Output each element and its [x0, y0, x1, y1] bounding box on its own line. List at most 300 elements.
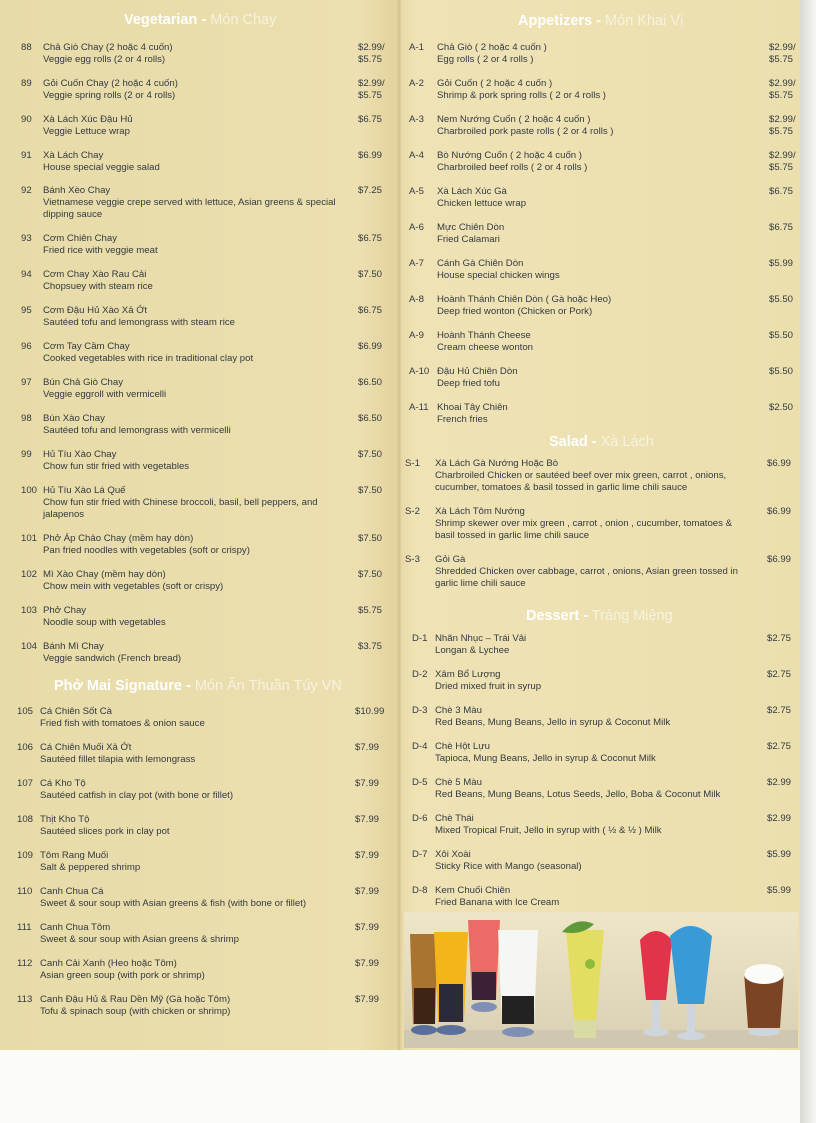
item-price: [767, 506, 791, 518]
item-description: Sweet & sour soup with Asian greens & fish (with bone or fillet): [40, 898, 307, 909]
item-price: [355, 922, 379, 934]
item-text: [43, 533, 343, 557]
item-text: [435, 885, 755, 909]
item-price: [358, 641, 382, 653]
item-text: [43, 42, 343, 66]
price-value-large: $5.75: [769, 126, 794, 137]
item-number: 104: [21, 641, 38, 652]
item-price: [355, 814, 379, 826]
section-header-appetizers: [518, 13, 683, 29]
item-description: Longan & Lychee: [435, 645, 510, 656]
price-value: $6.75: [358, 305, 383, 316]
item-name: Gỏi Cuốn Chay (2 hoặc 4 cuốn): [43, 78, 178, 89]
section-title-en: Vegetarian: [124, 12, 198, 28]
item-number: 111: [17, 922, 32, 933]
item-number: A-3: [409, 114, 424, 125]
item-description: Cooked vegetables with rice in traditional clay pot: [43, 353, 254, 364]
item-name: Cá Chiên Muối Xả Ớt: [40, 742, 132, 753]
item-price: [769, 258, 793, 270]
item-text: [43, 569, 343, 593]
item-name: Gỏi Gà: [435, 554, 466, 565]
price-value: $6.99: [767, 554, 792, 565]
item-number: 88: [21, 42, 32, 53]
item-price: [767, 554, 791, 566]
item-name: Xà Lách Chay: [43, 150, 104, 161]
item-text: [43, 114, 343, 138]
item-name: Bánh Xèo Chay: [43, 185, 111, 196]
title-separator: -: [583, 608, 589, 624]
item-price: [358, 114, 382, 126]
item-name: Chả Giò ( 2 hoặc 4 cuốn ): [437, 42, 547, 53]
item-number: D-3: [412, 705, 428, 716]
item-text: [43, 413, 343, 437]
item-text: [40, 814, 340, 838]
item-description: Chow fun stir fried with Chinese broccoli, basil, bell peppers, and jalapenos: [43, 497, 318, 520]
item-price: [355, 886, 379, 898]
item-description: Sweet & sour soup with Asian greens & shrimp: [40, 934, 239, 945]
item-price: [358, 377, 382, 389]
item-number: 90: [21, 114, 32, 125]
item-price: [358, 413, 382, 425]
item-description: Veggie Lettuce wrap: [43, 126, 130, 137]
item-text: [43, 341, 343, 365]
item-text: [40, 850, 340, 874]
item-name: Cá Chiên Sốt Cà: [40, 706, 112, 717]
item-price: [358, 605, 382, 617]
item-description: Salt & peppered shrimp: [40, 862, 141, 873]
price-value: $7.99: [355, 886, 380, 897]
item-number: A-8: [409, 294, 424, 305]
price-value: $5.50: [769, 366, 794, 377]
price-value: $5.75: [358, 605, 383, 616]
item-description: Vietnamese veggie crepe served with lettuce, Asian greens & special dipping sauce: [43, 197, 336, 220]
item-name: Xà Lách Tôm Nướng: [435, 506, 525, 517]
item-number: A-9: [409, 330, 424, 341]
price-value: $7.50: [358, 569, 383, 580]
item-number: 103: [21, 605, 38, 616]
item-description: Charbroiled pork paste rolls ( 2 or 4 rolls ): [437, 126, 614, 137]
item-description: Fried rice with veggie meat: [43, 245, 158, 256]
price-value: $7.99: [355, 814, 380, 825]
section-header-salad: [549, 434, 654, 450]
item-name: Chè Hột Lựu: [435, 741, 490, 752]
price-value: $5.50: [769, 294, 794, 305]
item-price: [355, 778, 379, 790]
page-fold: [396, 0, 402, 1050]
item-name: Bánh Mì Chay: [43, 641, 104, 652]
price-value: $7.99: [355, 994, 380, 1005]
item-price: [769, 366, 793, 378]
item-number: 89: [21, 78, 32, 89]
price-value: $5.50: [769, 330, 794, 341]
price-value: $6.50: [358, 377, 383, 388]
item-text: [43, 233, 343, 257]
item-price: [358, 533, 382, 545]
item-price: [767, 777, 791, 789]
item-text: [435, 741, 755, 765]
price-value: $7.99: [355, 922, 380, 933]
item-number: A-11: [409, 402, 429, 413]
price-value: $6.99: [767, 458, 792, 469]
item-description: Mixed Tropical Fruit, Jello in syrup with ( ½ & ½ ) Milk: [435, 825, 662, 836]
item-text: [43, 485, 343, 521]
item-text: [435, 813, 755, 837]
item-price: [767, 849, 791, 861]
item-name: Bò Nướng Cuốn ( 2 hoặc 4 cuốn ): [437, 150, 582, 161]
item-number: 91: [21, 150, 32, 161]
item-name: Chè 5 Màu: [435, 777, 482, 788]
item-price: [355, 994, 379, 1006]
section-title-vn: Món Khai Vị: [605, 13, 684, 29]
item-text: [437, 222, 757, 246]
item-text: [435, 777, 755, 801]
item-name: Chè 3 Màu: [435, 705, 482, 716]
dessert-drinks-photo: [404, 912, 798, 1048]
item-name: Chả Giò Chay (2 hoặc 4 cuốn): [43, 42, 173, 53]
item-description: French fries: [437, 414, 488, 425]
price-value: $2.75: [767, 633, 792, 644]
item-price: [358, 485, 382, 497]
price-value: $6.99: [358, 150, 383, 161]
price-value: $2.99: [767, 777, 792, 788]
item-price: [358, 305, 382, 317]
price-value: $6.75: [358, 233, 383, 244]
price-value: $7.99: [355, 850, 380, 861]
item-number: D-6: [412, 813, 428, 824]
price-value: $2.99: [767, 813, 792, 824]
item-name: Hoành Thánh Cheese: [437, 330, 531, 341]
item-text: [437, 402, 757, 426]
item-number: 105: [17, 706, 34, 717]
price-value: $2.50: [769, 402, 794, 413]
item-description: Veggie sandwich (French bread): [43, 653, 182, 664]
item-number: 102: [21, 569, 38, 580]
item-number: 98: [21, 413, 32, 424]
item-number: S-1: [405, 458, 420, 469]
price-value: $7.50: [358, 485, 383, 496]
item-text: [40, 778, 340, 802]
item-number: 112: [17, 958, 33, 969]
item-description: Shrimp skewer over mix green , carrot , onion , cucumber, tomatoes & basil tossed in garlic lime chili sauce: [435, 518, 732, 541]
item-description: Sautéed tofu and lemongrass with steam rice: [43, 317, 235, 328]
item-number: 106: [17, 742, 34, 753]
section-title-vn: Món Ăn Thuần Túy VN: [194, 678, 342, 694]
item-price: [358, 185, 382, 197]
item-text: [40, 742, 340, 766]
item-number: 94: [21, 269, 32, 280]
item-description: Charbroiled Chicken or sautéed beef over mix green, carrot , onions, cucumber, tomatoes & basil tossed in garlic lime chili sauce: [435, 470, 727, 493]
price-value: $6.99: [358, 341, 383, 352]
item-text: [43, 641, 343, 665]
price-value-large: $5.75: [358, 90, 383, 101]
item-text: [437, 150, 757, 174]
item-name: Đậu Hủ Chiên Dòn: [437, 366, 518, 377]
item-name: Xôi Xoài: [435, 849, 471, 860]
item-price: [358, 233, 382, 245]
item-text: [43, 449, 343, 473]
price-value: $5.99: [769, 258, 794, 269]
item-description: Red Beans, Mung Beans, Lotus Seeds, Jello, Boba & Coconut Milk: [435, 789, 721, 800]
item-price: [769, 42, 796, 66]
price-value: $6.99: [767, 506, 792, 517]
item-number: 109: [17, 850, 34, 861]
item-name: Kem Chuối Chiên: [435, 885, 511, 896]
item-name: Cơm Chay Xào Rau Cải: [43, 269, 147, 280]
item-text: [43, 185, 343, 221]
item-price: [358, 78, 385, 102]
item-name: Canh Chua Tôm: [40, 922, 111, 933]
price-value: $7.50: [358, 533, 383, 544]
item-description: Veggie eggroll with vermicelli: [43, 389, 167, 400]
item-price: [769, 222, 793, 234]
item-description: Tofu & spinach soup (with chicken or shrimp): [40, 1006, 231, 1017]
page-edge-shadow: [800, 0, 816, 1123]
item-price: [358, 341, 382, 353]
item-name: Cơm Đậu Hủ Xào Xả Ớt: [43, 305, 148, 316]
item-price: [767, 741, 791, 753]
item-number: A-5: [409, 186, 424, 197]
item-price: [769, 78, 796, 102]
item-number: A-4: [409, 150, 424, 161]
item-description: Pan fried noodles with vegetables (soft or crispy): [43, 545, 250, 556]
price-value: $2.99/: [358, 78, 385, 89]
item-name: Chè Thái: [435, 813, 474, 824]
item-name: Canh Chua Cá: [40, 886, 104, 897]
item-description: Sticky Rice with Mango (seasonal): [435, 861, 582, 872]
item-number: S-2: [405, 506, 420, 517]
price-value: $5.99: [767, 885, 792, 896]
item-description: Chopsuey with steam rice: [43, 281, 153, 292]
item-name: Hoành Thánh Chiên Dòn ( Gà hoặc Heo): [437, 294, 612, 305]
item-text: [435, 849, 755, 873]
section-title-en: Phở Mai Signature: [54, 678, 182, 694]
item-price: [767, 885, 791, 897]
item-number: S-3: [405, 554, 420, 565]
section-title-en: Dessert: [526, 608, 580, 624]
item-name: Mì Xào Chay (mềm hay dòn): [43, 569, 166, 580]
item-text: [40, 958, 340, 982]
item-number: 96: [21, 341, 32, 352]
price-value-large: $5.75: [358, 54, 383, 65]
item-number: A-10: [409, 366, 430, 377]
item-name: Cánh Gà Chiên Dòn: [437, 258, 524, 269]
item-text: [40, 886, 340, 910]
item-text: [435, 669, 755, 693]
price-value-large: $5.75: [769, 162, 794, 173]
item-description: Charbroiled beef rolls ( 2 or 4 rolls ): [437, 162, 588, 173]
item-text: [437, 114, 757, 138]
price-value: $2.75: [767, 669, 792, 680]
item-name: Xà Lách Gà Nướng Hoặc Bò: [435, 458, 559, 469]
item-description: Chicken lettuce wrap: [437, 198, 527, 209]
item-name: Tôm Rang Muối: [40, 850, 109, 861]
item-description: Sautéed tofu and lemongrass with vermicelli: [43, 425, 231, 436]
item-description: Sautéed slices pork in clay pot: [40, 826, 170, 837]
item-name: Xâm Bổ Lượng: [435, 669, 501, 680]
item-number: 113: [17, 994, 33, 1005]
item-name: Thịt Kho Tộ: [40, 814, 90, 825]
section-header-vegetarian: [124, 12, 276, 28]
item-text: [43, 305, 343, 329]
item-price: [769, 150, 796, 174]
title-separator: -: [596, 13, 602, 29]
item-text: [40, 922, 340, 946]
item-name: Mực Chiên Dòn: [437, 222, 505, 233]
item-price: [358, 449, 382, 461]
section-title-vn: Tráng Miệng: [591, 608, 673, 624]
item-name: Cơm Chiên Chay: [43, 233, 118, 244]
item-number: A-7: [409, 258, 424, 269]
item-name: Nhãn Nhục – Trái Vải: [435, 633, 527, 644]
price-value: $2.99/: [769, 150, 796, 161]
price-value: $6.75: [769, 186, 794, 197]
section-header-dessert: [526, 608, 673, 624]
item-price: [769, 294, 793, 306]
item-text: [437, 42, 757, 66]
item-text: [43, 78, 343, 102]
item-description: Chow mein with vegetables (soft or crispy): [43, 581, 224, 592]
section-header-signature: [54, 678, 342, 694]
item-price: [358, 569, 382, 581]
price-value: $6.75: [358, 114, 383, 125]
item-number: 108: [17, 814, 34, 825]
item-description: Tapioca, Mung Beans, Jello in syrup & Coconut Milk: [435, 753, 656, 764]
item-price: [769, 186, 793, 198]
price-value: $2.99/: [769, 78, 796, 89]
item-number: 107: [17, 778, 34, 789]
item-description: Asian green soup (with pork or shrimp): [40, 970, 205, 981]
item-text: [437, 330, 757, 354]
item-number: 99: [21, 449, 32, 460]
section-title-vn: Món Chay: [210, 12, 277, 28]
item-text: [40, 706, 340, 730]
item-name: Bún Chả Giò Chay: [43, 377, 123, 388]
item-text: [435, 705, 755, 729]
item-description: Red Beans, Mung Beans, Jello in syrup & Coconut Milk: [435, 717, 671, 728]
item-text: [435, 506, 745, 542]
price-value: $2.75: [767, 705, 792, 716]
item-text: [43, 605, 343, 629]
item-price: [769, 330, 793, 342]
item-description: Cream cheese wonton: [437, 342, 533, 353]
item-number: 110: [17, 886, 33, 897]
item-price: [355, 706, 384, 718]
price-value: $7.50: [358, 449, 383, 460]
item-price: [769, 114, 796, 138]
price-value: $3.75: [358, 641, 383, 652]
item-price: [355, 742, 379, 754]
section-title-en: Appetizers: [518, 13, 593, 29]
item-description: Noodle soup with vegetables: [43, 617, 166, 628]
item-number: 101: [21, 533, 38, 544]
item-description: Shredded Chicken over cabbage, carrot , onions, Asian green tossed in garlic lime chili sauce: [435, 566, 738, 589]
item-price: [358, 42, 385, 66]
title-separator: -: [185, 678, 191, 694]
item-number: D-4: [412, 741, 428, 752]
item-name: Hủ Tíu Xào Lá Quế: [43, 485, 126, 496]
price-value: $7.25: [358, 185, 383, 196]
item-name: Cơm Tay Cầm Chay: [43, 341, 130, 352]
item-text: [43, 377, 343, 401]
item-price: [355, 850, 379, 862]
item-name: Xà Lách Xúc Gà: [437, 186, 507, 197]
item-name: Bún Xào Chay: [43, 413, 105, 424]
price-value: $6.75: [769, 222, 794, 233]
item-description: Egg rolls ( 2 or 4 rolls ): [437, 54, 534, 65]
item-name: Khoai Tây Chiên: [437, 402, 508, 413]
item-description: Veggie egg rolls (2 or 4 rolls): [43, 54, 166, 65]
item-text: [437, 294, 757, 318]
item-number: A-6: [409, 222, 424, 233]
title-separator: -: [201, 12, 207, 28]
item-number: D-1: [412, 633, 428, 644]
item-name: Gỏi Cuốn ( 2 hoặc 4 cuốn ): [437, 78, 553, 89]
item-text: [437, 258, 757, 282]
item-text: [437, 186, 757, 210]
item-number: 92: [21, 185, 32, 196]
item-description: Sautéed catfish in clay pot (with bone or fillet): [40, 790, 234, 801]
item-text: [43, 150, 343, 174]
item-price: [769, 402, 793, 414]
item-price: [358, 269, 382, 281]
price-value: $5.99: [767, 849, 792, 860]
item-name: Cá Kho Tộ: [40, 778, 86, 789]
section-title-vn: Xà Lách: [600, 434, 654, 450]
item-text: [437, 78, 757, 102]
item-name: Canh Cải Xanh (Heo hoặc Tôm): [40, 958, 177, 969]
price-value: $7.50: [358, 269, 383, 280]
item-name: Xà Lách Xúc Đậu Hủ: [43, 114, 133, 125]
item-number: D-8: [412, 885, 428, 896]
item-text: [40, 994, 340, 1018]
item-price: [358, 150, 382, 162]
item-price: [767, 705, 791, 717]
item-text: [43, 269, 343, 293]
item-name: Phở Chay: [43, 605, 87, 616]
item-price: [767, 458, 791, 470]
item-price: [767, 813, 791, 825]
item-description: Fried Banana with Ice Cream: [435, 897, 560, 908]
item-description: Chow fun stir fried with vegetables: [43, 461, 190, 472]
item-description: Deep fried tofu: [437, 378, 500, 389]
item-description: Dried mixed fruit in syrup: [435, 681, 542, 692]
item-description: House special veggie salad: [43, 162, 160, 173]
price-value: $2.75: [767, 741, 792, 752]
item-price: [355, 958, 379, 970]
item-number: D-7: [412, 849, 428, 860]
price-value-large: $5.75: [769, 54, 794, 65]
price-value: $7.99: [355, 778, 380, 789]
item-name: Canh Đậu Hủ & Rau Dền Mỹ (Gà hoặc Tôm): [40, 994, 231, 1005]
item-text: [435, 554, 745, 590]
item-name: Phở Áp Chảo Chay (mềm hay dòn): [43, 533, 194, 544]
item-description: Fried Calamari: [437, 234, 500, 245]
item-description: Shrimp & pork spring rolls ( 2 or 4 rolls ): [437, 90, 607, 101]
item-description: House special chicken wings: [437, 270, 560, 281]
price-value: $7.99: [355, 958, 380, 969]
price-value: $10.99: [355, 706, 385, 717]
item-number: 95: [21, 305, 32, 316]
item-number: D-2: [412, 669, 428, 680]
price-value-large: $5.75: [769, 90, 794, 101]
item-text: [435, 633, 755, 657]
item-price: [767, 633, 791, 645]
item-number: 97: [21, 377, 32, 388]
price-value: $7.99: [355, 742, 380, 753]
item-description: Sautéed fillet tilapia with lemongrass: [40, 754, 196, 765]
item-name: Nem Nướng Cuốn ( 2 hoặc 4 cuốn ): [437, 114, 591, 125]
item-description: Veggie spring rolls (2 or 4 rolls): [43, 90, 176, 101]
